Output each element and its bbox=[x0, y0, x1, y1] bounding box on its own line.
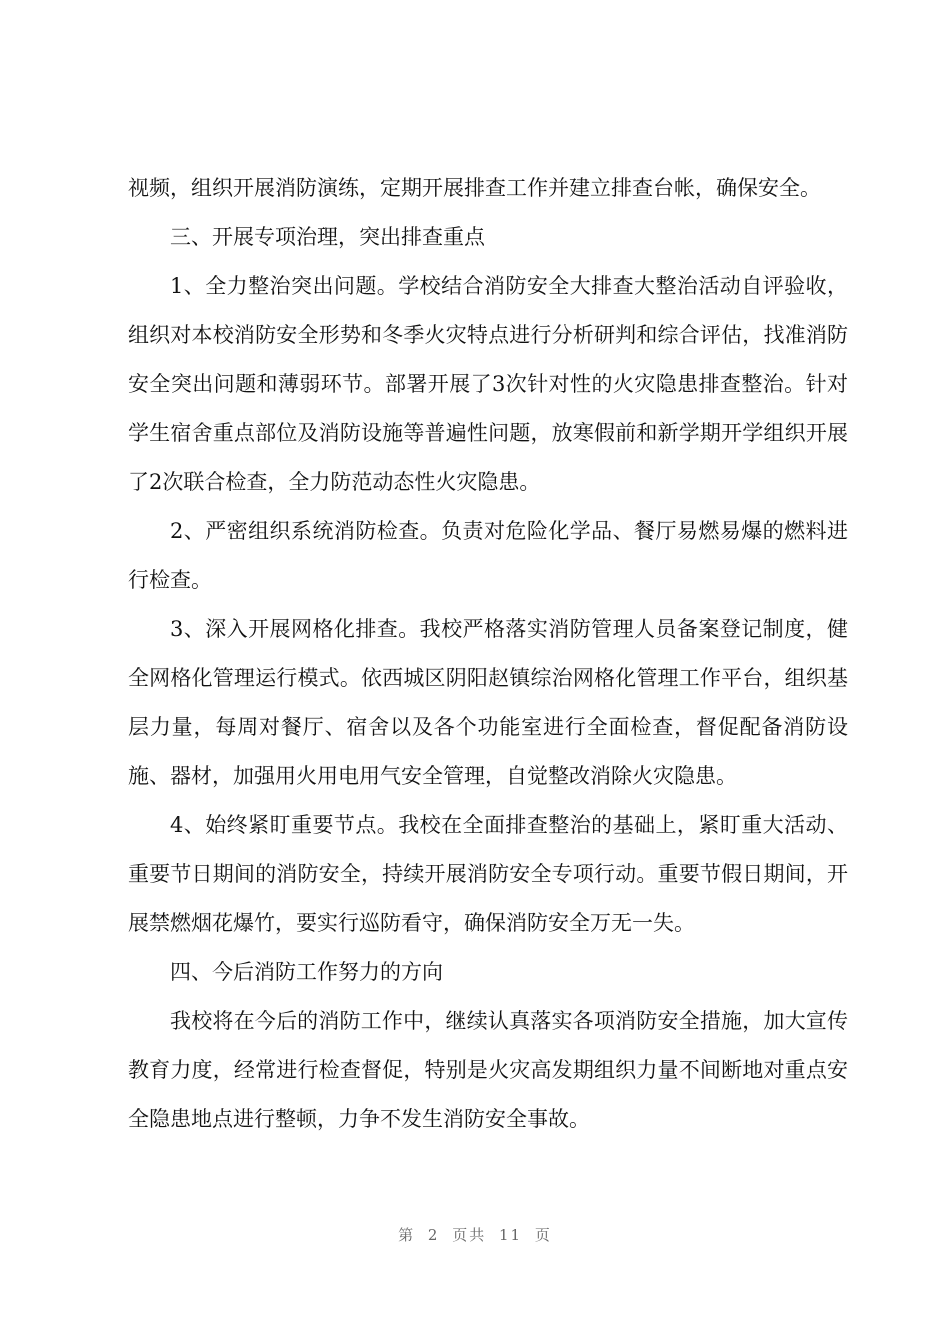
paragraph-item-3: 3、深入开展网格化排查。我校严格落实消防管理人员备案登记制度，健全网格化管理运行模式。依西城区阴阳赵镇综治网格化管理工作平台，组织基层力量，每周对餐厅、宿舍以及各个功能室进行全面检查，督促配备消防设施、器材，加强用火用电用气安全管理，自觉整改消除火灾隐患。 bbox=[128, 617, 848, 788]
paragraph-item-1: 1、全力整治突出问题。学校结合消防安全大排查大整治活动自评验收，组织对本校消防安全形势和冬季火灾特点进行分析研判和综合评估，找准消防安全突出问题和薄弱环节。部署开展了3次针对性的火灾隐患排查整治。针对学生宿舍重点部位及消防设施等普遍性问题，放寒假前和新学期开学组织开展了2次联合检查，全力防范动态性火灾隐患。 bbox=[128, 274, 848, 494]
section-heading-four: 四、今后消防工作努力的方向 bbox=[170, 960, 443, 984]
paragraph-continuation: 视频，组织开展消防演练，定期开展排查工作并建立排查台帐，确保安全。 bbox=[128, 176, 821, 200]
paragraph-item-2: 2、严密组织系统消防检查。负责对危险化学品、餐厅易燃易爆的燃料进行检查。 bbox=[128, 519, 848, 592]
paragraph-closing: 我校将在今后的消防工作中，继续认真落实各项消防安全措施，加大宣传教育力度，经常进行检查督促，特别是火灾高发期组织力量不间断地对重点安全隐患地点进行整顿，力争不发生消防安全事故。 bbox=[128, 1009, 848, 1131]
document-body bbox=[128, 164, 848, 1144]
section-heading-three: 三、开展专项治理，突出排查重点 bbox=[170, 225, 485, 249]
page-number-footer: 第 2 页共 11 页 bbox=[398, 1226, 552, 1244]
paragraph-item-4: 4、始终紧盯重要节点。我校在全面排查整治的基础上，紧盯重大活动、重要节日期间的消防安全，持续开展消防安全专项行动。重要节假日期间，开展禁燃烟花爆竹，要实行巡防看守，确保消防安全万无一失。 bbox=[128, 813, 848, 935]
